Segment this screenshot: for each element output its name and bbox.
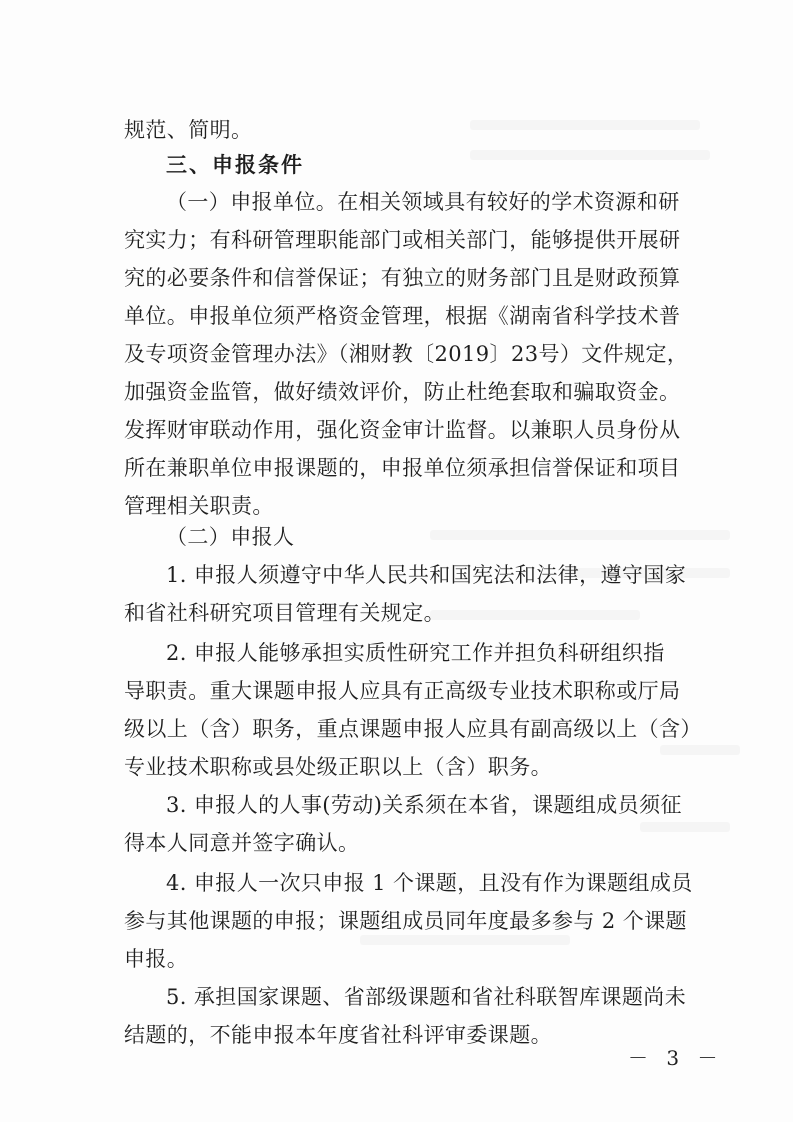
page-number: － 3 － — [628, 1046, 724, 1070]
numbered-item-1: 1. 申报人须遵守中华人民共和国宪法和法律，遵守国家 — [166, 563, 687, 587]
numbered-item-5: 5. 承担国家课题、省部级课题和省社科联智库课题尚未 — [166, 985, 687, 1009]
body-text-line: 和省社科研究项目管理有关规定。 — [124, 601, 445, 625]
numbered-item-3: 3. 申报人的人事(劳动)关系须在本省，课题组成员须征 — [166, 793, 682, 817]
show-through-mark — [640, 822, 730, 832]
body-text-line: 究的必要条件和信誉保证；有独立的财务部门且是财政预算 — [124, 266, 681, 290]
body-text-line: 规范、简明。 — [124, 118, 253, 142]
show-through-mark — [430, 610, 640, 620]
body-text-line: 发挥财审联动作用，强化资金审计监督。以兼职人员身份从 — [124, 418, 681, 442]
show-through-mark — [470, 150, 710, 160]
numbered-item-4: 4. 申报人一次只申报 1 个课题，且没有作为课题组成员 — [166, 871, 693, 895]
subsection-heading-paragraph: （一）申报单位。在相关领域具有较好的学术资源和研 — [166, 190, 680, 214]
body-text-line: 级以上（含）职务，重点课题申报人应具有副高级以上（含） — [124, 717, 702, 741]
show-through-mark — [660, 745, 740, 755]
body-text-line: 究实力；有科研管理职能部门或相关部门，能够提供开展研 — [124, 228, 681, 252]
body-text-line: 参与其他课题的申报；课题组成员同年度最多参与 2 个课题 — [124, 909, 687, 933]
show-through-mark — [470, 120, 700, 130]
body-text-line: 专业技术职称或县处级正职以上（含）职务。 — [124, 755, 552, 779]
body-text-line: 所在兼职单位申报课题的，申报单位须承担信誉保证和项目 — [124, 456, 681, 480]
body-text-line: 管理相关职责。 — [124, 494, 274, 518]
body-text-line: 加强资金监管，做好绩效评价，防止杜绝套取和骗取资金。 — [124, 380, 681, 404]
body-text-line: 得本人同意并签字确认。 — [124, 831, 360, 855]
body-text-line: 导职责。重大课题申报人应具有正高级专业技术职称或厅局 — [124, 679, 681, 703]
show-through-mark — [360, 935, 570, 945]
body-text-line: 及专项资金管理办法》（湘财教〔2019〕23号）文件规定， — [124, 342, 689, 366]
numbered-item-2: 2. 申报人能够承担实质性研究工作并担负科研组织指 — [166, 641, 665, 665]
body-text-line: 单位。申报单位须严格资金管理，根据《湖南省科学技术普 — [124, 304, 681, 328]
section-heading: 三、申报条件 — [166, 153, 304, 177]
subsection-heading: （二）申报人 — [166, 525, 295, 549]
body-text-line: 申报。 — [124, 947, 189, 971]
body-text-line: 结题的，不能申报本年度省社科评审委课题。 — [124, 1023, 552, 1047]
show-through-mark — [430, 530, 730, 540]
